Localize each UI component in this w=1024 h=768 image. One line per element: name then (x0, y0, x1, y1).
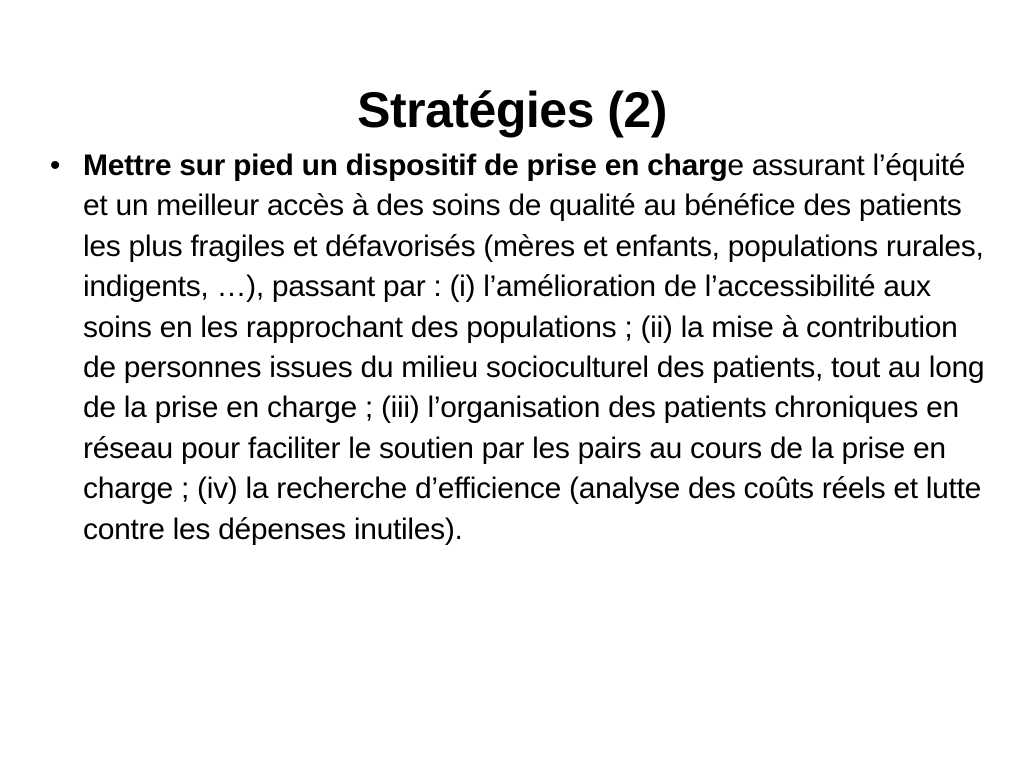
bullet-list (45, 146, 985, 550)
bullet-body-text: e assurant l’équité et un meilleur accès à des soins de qualité au bénéfice des patients les plus fragiles et défavorisés (mères et enfants, populations rurales, indigents, …), passant par : (i) l’amélioration de l’accessibilité aux soins en les rapprochant des populations ; (ii) la mise à contribution de personnes issues du milieu socioculturel des patients, tout au long de la prise en charge ; (iii) l’organisation des patients chroniques en réseau pour faciliter le soutien par les pairs au cours de la prise en charge ; (iv) la recherche d’efficience (analyse des coûts réels et lutte contre les dépenses inutiles). (83, 149, 985, 546)
slide-title: Stratégies (2) (357, 81, 667, 138)
bullet-dot-icon: • (49, 149, 61, 182)
bullet-item (45, 146, 985, 550)
bullet-bold-text: Mettre sur pied un dispositif de prise en charg (83, 149, 728, 182)
